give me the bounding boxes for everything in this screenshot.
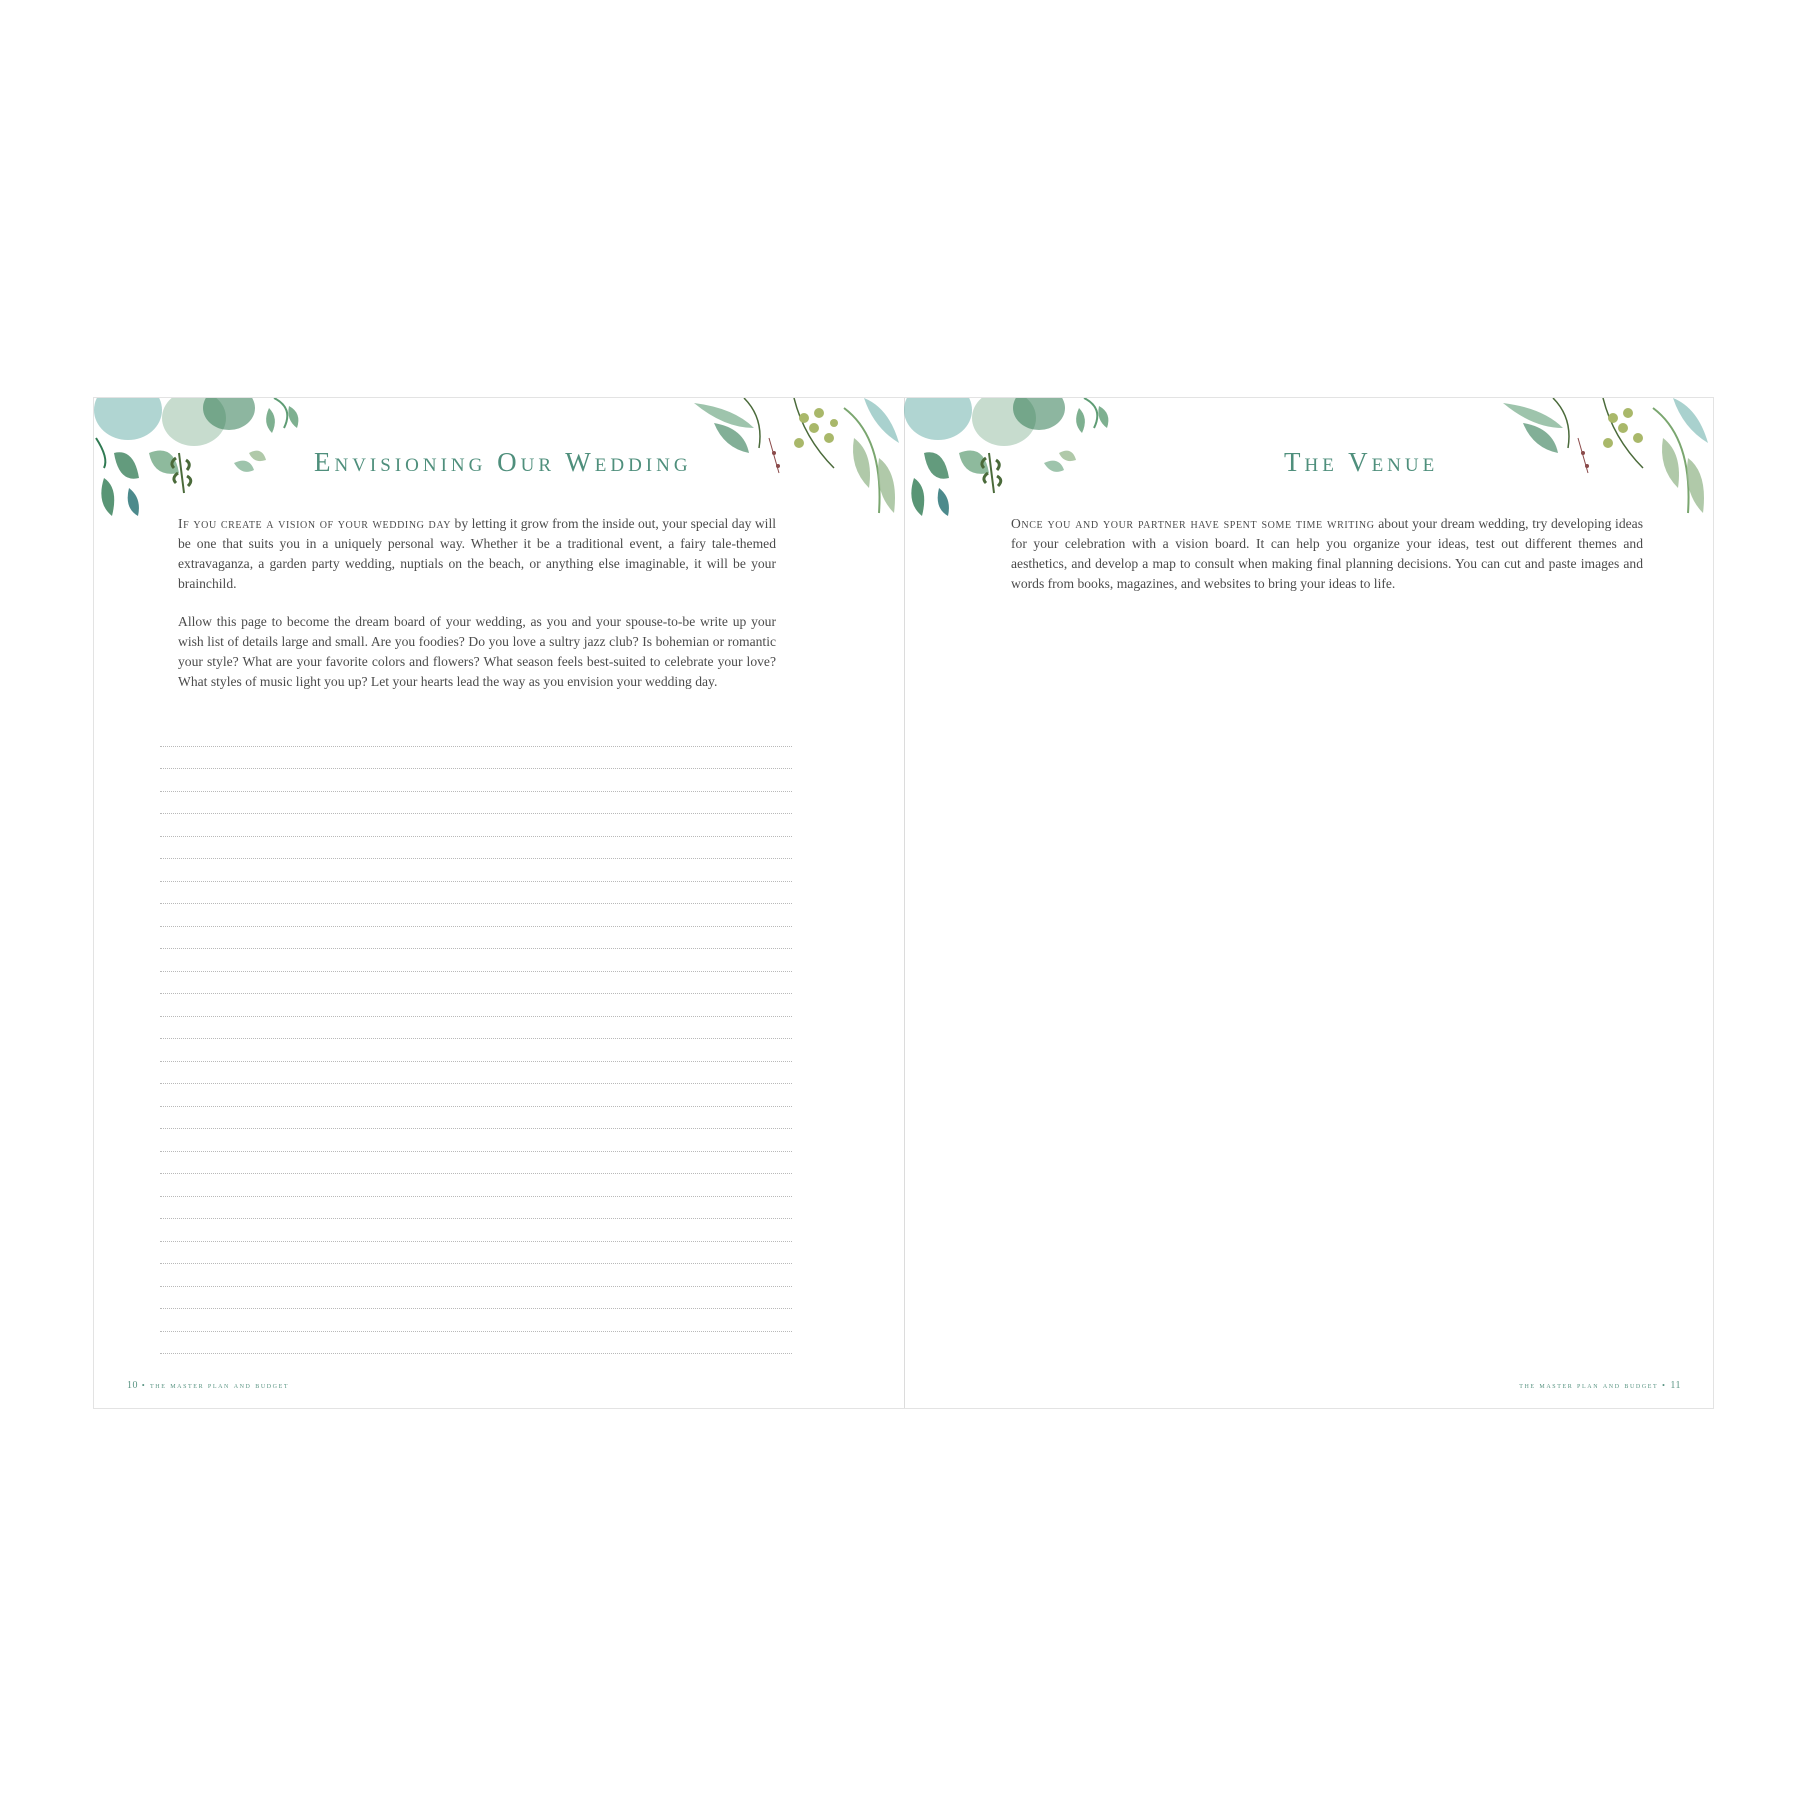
intro-paragraph-text: by letting it grow from the inside out, your special day will be one that suits you in a uniquely personal way. Whether it be a traditional event, a fairy tale-themed extravaganza, a garden party wedding, nuptials on the beach, or anything else imaginable, it will be your brainchild. bbox=[178, 516, 777, 591]
writing-line[interactable] bbox=[160, 1084, 792, 1107]
intro-lead-in: If you create a vision of your wedding day bbox=[178, 516, 452, 531]
writing-line[interactable] bbox=[160, 1287, 792, 1310]
writing-line[interactable] bbox=[160, 1039, 792, 1062]
writing-line[interactable] bbox=[160, 882, 792, 905]
writing-line[interactable] bbox=[160, 859, 792, 882]
writing-line[interactable] bbox=[160, 972, 792, 995]
right-page bbox=[904, 398, 1713, 1408]
page-title: The Venue bbox=[1284, 447, 1439, 477]
writing-line[interactable] bbox=[160, 814, 792, 837]
intro-lead-in: Once you and your partner have spent some time writing bbox=[1011, 516, 1375, 531]
writing-lines[interactable] bbox=[160, 724, 792, 1354]
writing-line[interactable] bbox=[160, 927, 792, 950]
writing-line[interactable] bbox=[160, 1017, 792, 1040]
footer-separator: • bbox=[141, 1380, 147, 1390]
watercolor-foliage-top-left bbox=[94, 398, 324, 523]
writing-line[interactable] bbox=[160, 837, 792, 860]
intro-paragraph-text: about your dream wedding, try developing ideas for your celebration with a vision board. It can help you organize your ideas, test out different themes and aesthetics, and develop a map to consult when making final planning decisions. You can cut and paste images and words from books, magazines, and websites to bring your ideas to life. bbox=[1011, 516, 1643, 591]
intro-paragraph bbox=[178, 514, 776, 594]
intro-text bbox=[1011, 514, 1643, 612]
writing-line[interactable] bbox=[160, 1332, 792, 1355]
writing-line[interactable] bbox=[160, 904, 792, 927]
page-title: Envisioning Our Wedding bbox=[314, 447, 692, 477]
intro-paragraph bbox=[1011, 514, 1643, 594]
running-footer-title: the master plan and budget bbox=[1519, 1380, 1659, 1390]
writing-line[interactable] bbox=[160, 1264, 792, 1287]
running-footer-title: the master plan and budget bbox=[150, 1380, 290, 1390]
writing-line[interactable] bbox=[160, 1107, 792, 1130]
writing-line[interactable] bbox=[160, 769, 792, 792]
watercolor-foliage-top-right bbox=[1483, 398, 1713, 523]
writing-line[interactable] bbox=[160, 1219, 792, 1242]
page-footer bbox=[1519, 1380, 1681, 1391]
intro-text bbox=[178, 514, 776, 710]
watercolor-foliage-top-right bbox=[674, 398, 904, 523]
book-spread bbox=[93, 397, 1714, 1409]
writing-line[interactable] bbox=[160, 1062, 792, 1085]
writing-line[interactable] bbox=[160, 747, 792, 770]
writing-line[interactable] bbox=[160, 792, 792, 815]
writing-line[interactable] bbox=[160, 1242, 792, 1265]
footer-separator: • bbox=[1662, 1380, 1667, 1390]
writing-line[interactable] bbox=[160, 949, 792, 972]
writing-line[interactable] bbox=[160, 1129, 792, 1152]
watercolor-foliage-top-left bbox=[904, 398, 1134, 523]
left-page bbox=[94, 398, 904, 1408]
writing-line[interactable] bbox=[160, 1174, 792, 1197]
page-number: 11 bbox=[1670, 1380, 1681, 1391]
page-number: 10 bbox=[127, 1380, 138, 1391]
writing-line[interactable] bbox=[160, 994, 792, 1017]
page-footer bbox=[127, 1380, 289, 1391]
writing-line[interactable] bbox=[160, 1197, 792, 1220]
instructions-paragraph: Allow this page to become the dream board of your wedding, as you and your spouse-to-be write up your wish list of details large and small. Are you foodies? Do you love a sultry jazz club? Is bohemian or romantic your style? What are your favorite colors and flowers? What season feels best-suited to celebrate your love? What styles of music light you up? Let your hearts lead the way as you envision your wedding day. bbox=[178, 614, 776, 689]
writing-line[interactable] bbox=[160, 724, 792, 747]
writing-line[interactable] bbox=[160, 1152, 792, 1175]
writing-line[interactable] bbox=[160, 1309, 792, 1332]
